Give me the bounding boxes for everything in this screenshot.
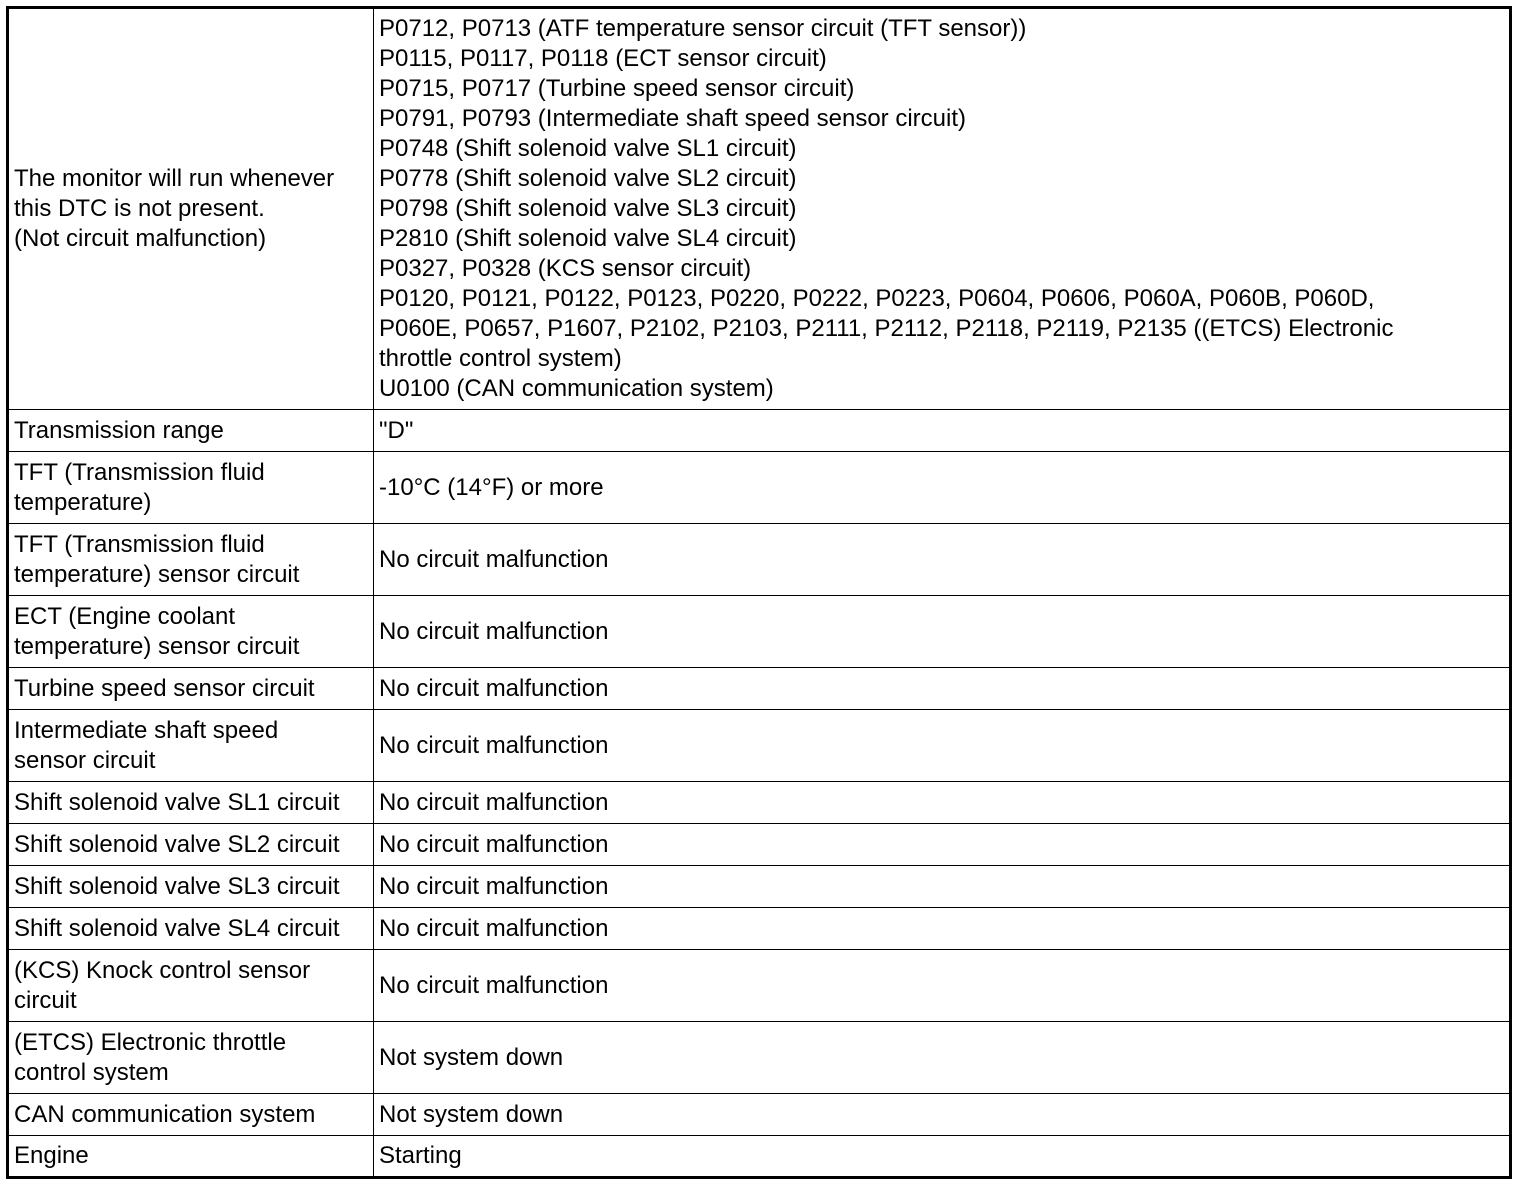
item-label: ECT (Engine coolant temperature) sensor circuit <box>14 602 300 660</box>
table-row <box>8 1022 1511 1094</box>
condition-cell <box>374 8 1511 410</box>
condition-cell <box>374 908 1511 950</box>
monitor-conditions-table <box>6 6 1512 1179</box>
item-label: Engine <box>14 1142 89 1169</box>
table-row <box>8 782 1511 824</box>
item-label: Shift solenoid valve SL1 circuit <box>14 788 340 816</box>
item-label: (KCS) Knock control sensor circuit <box>14 956 311 1014</box>
item-label: Intermediate shaft speed sensor circuit <box>14 716 279 774</box>
item-cell <box>8 782 374 824</box>
table-row <box>8 1094 1511 1136</box>
condition-value: Not system down <box>379 1100 564 1128</box>
condition-cell <box>374 596 1511 668</box>
condition-cell <box>374 866 1511 908</box>
condition-value: No circuit malfunction <box>379 731 609 759</box>
condition-cell <box>374 452 1511 524</box>
condition-value: No circuit malfunction <box>379 830 609 858</box>
condition-cell <box>374 410 1511 452</box>
condition-cell <box>374 824 1511 866</box>
condition-value: No circuit malfunction <box>379 872 609 900</box>
item-cell <box>8 8 374 410</box>
table-row <box>8 410 1511 452</box>
condition-value: No circuit malfunction <box>379 788 609 816</box>
condition-cell <box>374 950 1511 1022</box>
table-row <box>8 8 1511 410</box>
item-label: The monitor will run whenever this DTC is not present. (Not circuit malfunction) <box>14 165 335 252</box>
item-label: Transmission range <box>14 416 224 444</box>
item-cell <box>8 1022 374 1094</box>
item-cell <box>8 908 374 950</box>
table-row <box>8 596 1511 668</box>
item-label: (ETCS) Electronic throttle control system <box>14 1028 287 1086</box>
table-row <box>8 950 1511 1022</box>
item-cell <box>8 596 374 668</box>
item-cell <box>8 410 374 452</box>
item-label: TFT (Transmission fluid temperature) sensor circuit <box>14 530 300 588</box>
condition-cell <box>374 782 1511 824</box>
item-cell <box>8 452 374 524</box>
item-cell <box>8 524 374 596</box>
item-cell <box>8 950 374 1022</box>
item-cell <box>8 1136 374 1178</box>
table-row <box>8 668 1511 710</box>
condition-value: No circuit malfunction <box>379 545 609 573</box>
item-label: Turbine speed sensor circuit <box>14 674 315 702</box>
item-label: CAN communication system <box>14 1100 316 1128</box>
condition-cell <box>374 1022 1511 1094</box>
item-cell <box>8 710 374 782</box>
item-cell <box>8 866 374 908</box>
condition-value: No circuit malfunction <box>379 617 609 645</box>
item-cell <box>8 1094 374 1136</box>
condition-value: -10°C (14°F) or more <box>379 473 604 501</box>
condition-value: No circuit malfunction <box>379 914 609 942</box>
condition-cell <box>374 1136 1511 1178</box>
table-row <box>8 452 1511 524</box>
condition-cell <box>374 710 1511 782</box>
condition-value: Starting <box>379 1142 462 1169</box>
item-cell <box>8 668 374 710</box>
item-label: Shift solenoid valve SL4 circuit <box>14 914 340 942</box>
condition-value: P0712, P0713 (ATF temperature sensor circuit (TFT sensor)) P0115, P0117, P0118 (ECT sensor circuit) P0715, P0717 (Turbine speed sensor circuit) P0791, P0793 (Intermediate shaft speed sensor circuit) P0748 (Shift solenoid valve SL1 circuit) P0778 (Shift solenoid valve SL2 circuit) P0798 (Shift solenoid valve SL3 circuit) P2810 (Shift solenoid valve SL4 circuit) P0327, P0328 (KCS sensor circuit) P0120, P0121, P0122, P0123, P0220, P0222, P0223, P0604, P0606, P060A, P060B, P060D, P060E, P0657, P1607, P2102, P2103, P2111, P2112, P2118, P2119, P2135 ((ETCS) Electronic throttle control system) U0100 (CAN communication system) <box>379 15 1394 402</box>
condition-cell <box>374 1094 1511 1136</box>
table-row <box>8 824 1511 866</box>
condition-cell <box>374 668 1511 710</box>
condition-value: No circuit malfunction <box>379 971 609 999</box>
item-label: TFT (Transmission fluid temperature) <box>14 458 265 516</box>
table-row <box>8 1136 1511 1178</box>
table-row <box>8 524 1511 596</box>
item-label: Shift solenoid valve SL2 circuit <box>14 830 340 858</box>
condition-cell <box>374 524 1511 596</box>
table-row <box>8 866 1511 908</box>
condition-value: "D" <box>379 416 414 444</box>
table-row <box>8 908 1511 950</box>
item-cell <box>8 824 374 866</box>
table-row <box>8 710 1511 782</box>
condition-value: Not system down <box>379 1043 564 1071</box>
condition-value: No circuit malfunction <box>379 674 609 702</box>
item-label: Shift solenoid valve SL3 circuit <box>14 872 340 900</box>
